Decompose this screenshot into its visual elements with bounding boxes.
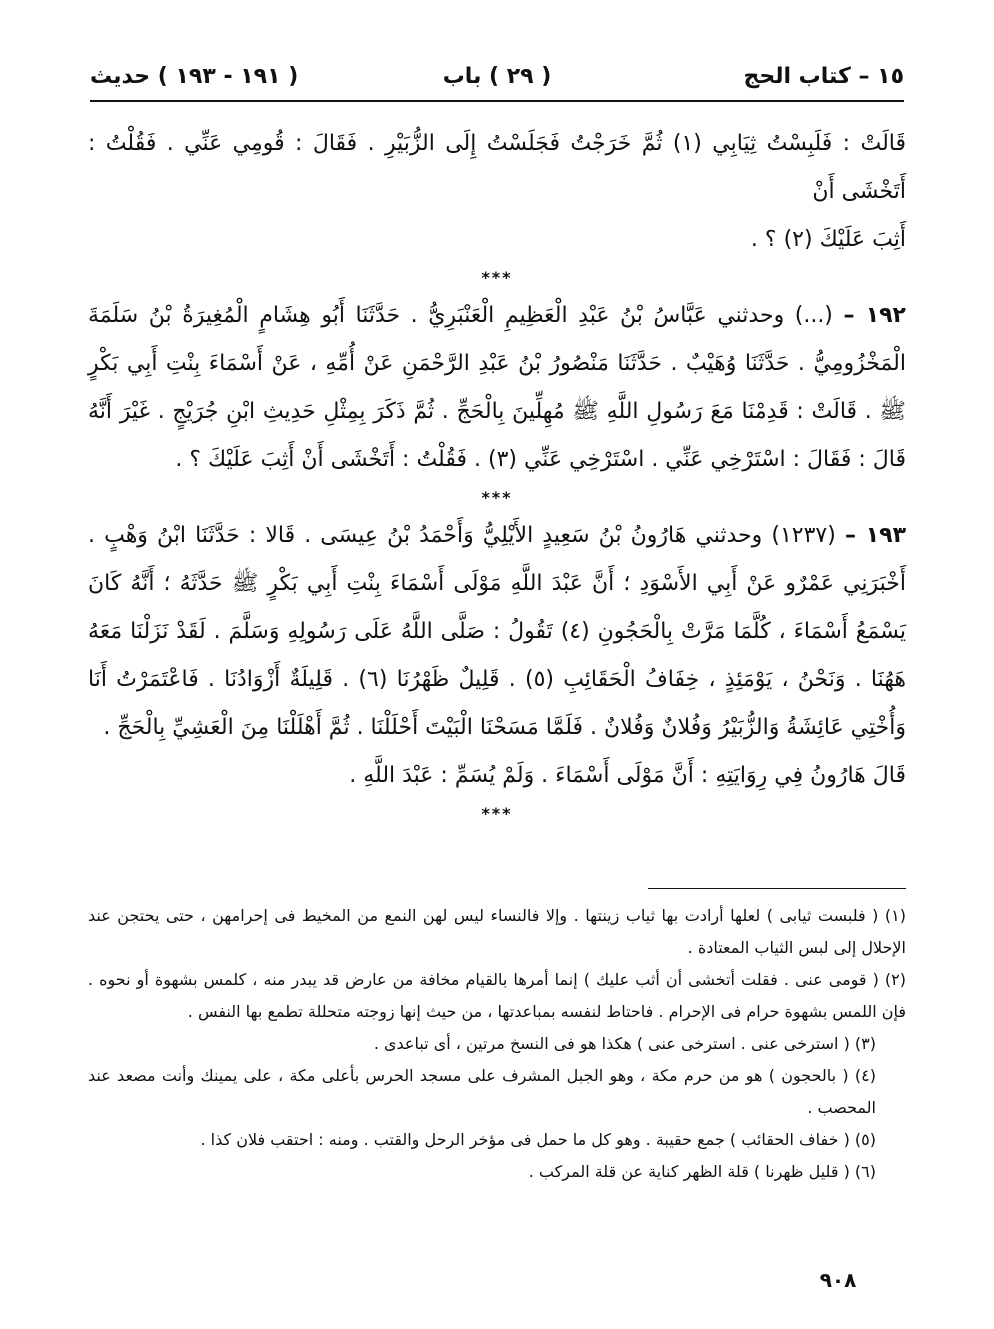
hadith-number: ١٩٢ – — [843, 303, 906, 328]
hadith-193 — [88, 512, 906, 752]
main-text — [88, 120, 906, 828]
footnote-6: (٦) ( قليل ظهرنا ) قلة الظهر كناية عن قلة المركب . — [528, 1162, 876, 1181]
hadith-192 — [88, 292, 906, 484]
footnote-2: (٢) ( قومى عنى . فقلت أتخشى أن أثب عليك ) إنما أمرها بالقيام مخافة من عارض قد يبدر منه ، كلمس بشهوة أو نحوه . فإن اللمس بشهوة حرام فى الإحرام . فاحتاط لنفسه بمباعدتها ، من حيث إنها زوجته متحللة تطمع بها النفس . — [88, 970, 906, 1021]
section-separator: *** — [481, 488, 513, 507]
footnotes — [88, 900, 906, 1188]
running-header — [90, 60, 904, 100]
footnote-divider — [648, 888, 906, 889]
hadith-text: (١٢٣٧) وحدثني هَارُونُ بْنُ سَعِيدٍ الأَيْلِيُّ وَأَحْمَدُ بْنُ عِيسَى . قَالا : حَدَّثَنَا ابْنُ وَهْبٍ . أَخْبَرَنِي عَمْرٌو عَنْ أَبِي الأَسْوَدِ ؛ أَنَّ عَبْدَ اللَّهِ مَوْلَى أَسْمَاءَ بِنْتِ أَبِي بَكْرٍ ﷺ حَدَّثَهُ ؛ أَنَّهُ كَانَ يَسْمَعُ أَسْمَاءَ ، كُلَّمَا مَرَّتْ بِالْحَجُونِ (٤) تَقُولُ : صَلَّى اللَّهُ عَلَى رَسُولِهِ وَسَلَّمَ . لَقَدْ نَزَلْنَا مَعَهُ هَهُنَا . وَنَحْنُ ، يَوْمَئِذٍ ، خِفَافُ الْحَقَائِبِ (٥) . قَلِيلٌ ظَهْرُنَا (٦) . قَلِيلَةٌ أَزْوَادُنَا . فَاعْتَمَرْتُ أَنَا وَأُخْتِي عَائِشَةُ وَالزُّبَيْرُ وَفُلانٌ وَفُلانٌ . فَلَمَّا مَسَحْنَا الْبَيْتَ أَحْلَلْنَا . ثُمَّ أَهْلَلْنَا مِنَ الْعَشِيِّ بِالْحَجِّ . — [88, 523, 906, 740]
page-number: ٩٠٨ — [819, 1268, 857, 1292]
header-divider — [90, 100, 904, 102]
footnote-1: (١) ( فلبست ثيابى ) لعلها أرادت بها ثياب زينتها . وإلا فالنساء ليس لهن النمع من المخيط فى إحرامهن ، حتى يحتجن عند الإحلال إلى لبس الثياب المعتادة . — [88, 906, 906, 957]
footnote-4: (٤) ( بالحجون ) هو من حرم مكة ، وهو الجبل المشرف على مسجد الحرس بأعلى مكة ، على يمينك وأنت مصعد عند المحصب . — [88, 1066, 876, 1117]
section-separator: *** — [481, 268, 513, 287]
hadith-193-note: قَالَ هَارُونُ فِي رِوَايَتِهِ : أَنَّ مَوْلَى أَسْمَاءَ . وَلَمْ يُسَمِّ : عَبْدَ اللَّهِ . — [349, 763, 906, 788]
book-title: ١٥ – كتاب الحج — [743, 64, 904, 89]
paragraph-continuation-line-1: قَالَتْ : فَلَبِسْتُ ثِيَابِي (١) ثُمَّ خَرَجْتُ فَجَلَسْتُ إِلَى الزُّبَيْرِ . فَقَالَ : قُومِي عَنِّي . فَقُلْتُ : أَتَخْشَى أَنْ — [88, 131, 906, 204]
paragraph-continuation-line-2: أَثِبَ عَلَيْكَ (٢) ؟ . — [750, 227, 906, 252]
footnote-5: (٥) ( خفاف الحقائب ) جمع حقيبة . وهو كل ما حمل فى مؤخر الرحل والقتب . ومنه : احتقب فلان كذا . — [200, 1130, 876, 1149]
hadith-range: ( ١٩١ - ١٩٣ ) حديث — [90, 64, 299, 89]
hadith-number: ١٩٣ – — [844, 523, 907, 548]
chapter-label: ( ٢٩ ) باب — [442, 64, 552, 89]
footnote-3: (٣) ( استرخى عنى . استرخى عنى ) هكذا هو فى النسخ مرتين ، أى تباعدى . — [373, 1034, 876, 1053]
section-separator: *** — [481, 804, 513, 823]
hadith-text: (...) وحدثني عَبَّاسُ بْنُ عَبْدِ الْعَظِيمِ الْعَنْبَرِيُّ . حَدَّثَنَا أَبُو هِشَامٍ الْمُغِيرَةُ بْنُ سَلَمَةَ الْمَخْزُومِيُّ . حَدَّثَنَا وُهَيْبٌ . حَدَّثَنَا مَنْصُورُ بْنُ عَبْدِ الرَّحْمَنِ عَنْ أُمِّهِ ، عَنْ أَسْمَاءَ بِنْتِ أَبِي بَكْرٍ ﷺ . قَالَتْ : قَدِمْنَا مَعَ رَسُولِ اللَّهِ ﷺ مُهِلِّينَ بِالْحَجِّ . ثُمَّ ذَكَرَ بِمِثْلِ حَدِيثِ ابْنِ جُرَيْجٍ . غَيْرَ أَنَّهُ قَالَ : فَقَالَ : اسْتَرْخِي عَنِّي . اسْتَرْخِي عَنِّي (٣) . فَقُلْتُ : أَتَخْشَى أَنْ أَثِبَ عَلَيْكَ ؟ . — [88, 303, 906, 472]
